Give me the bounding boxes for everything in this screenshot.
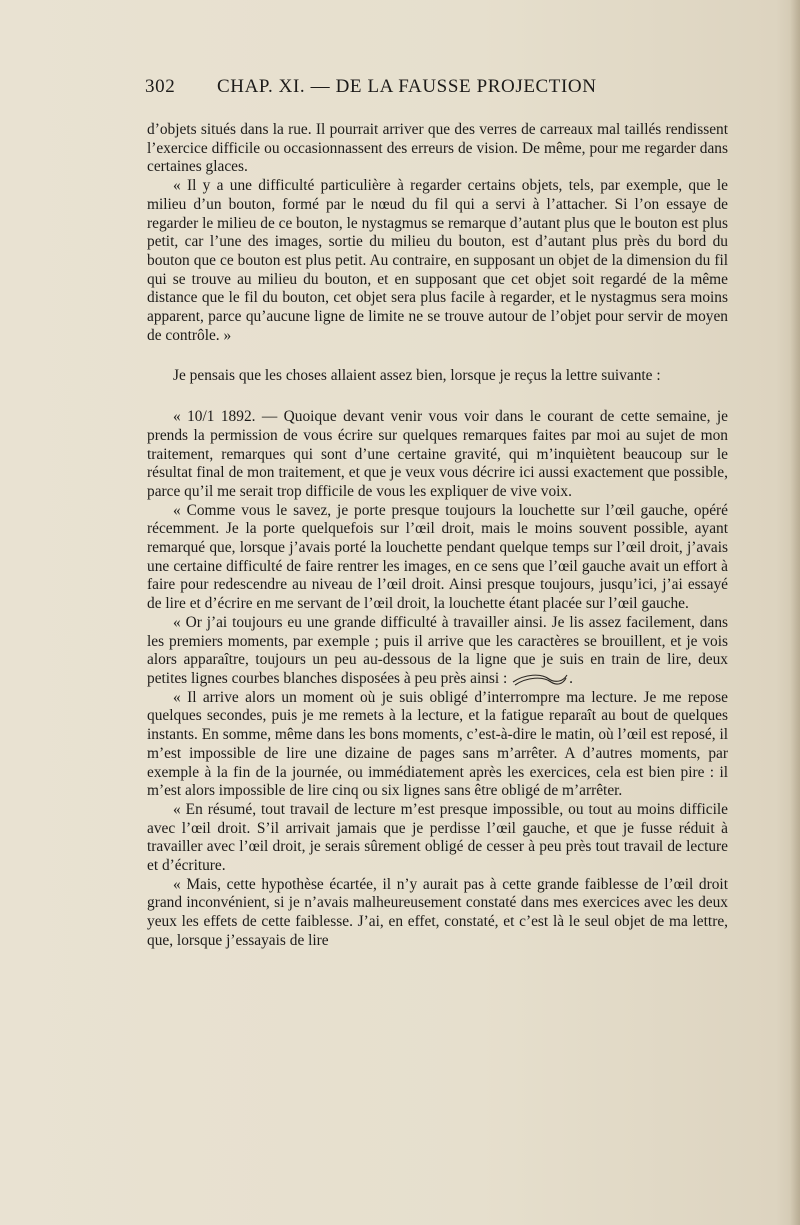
paragraph-letter-date: « 10/1 1892. — Quoique devant venir vous voir dans le courant de cette semaine, je prends la permission de vous écrire sur quelques remarques faites par moi au sujet de mon traitement, remarques qui sont d’une certaine gravité, qui m’inquiètent beaucoup sur le résultat final de mon traitement, et que je veux vous décrire ici aussi exactement que possible, parce qu’il me serait trop difficile de vous les expliquer de vive voix. — [147, 408, 728, 500]
page-body — [147, 121, 728, 951]
paragraph-louchette: « Comme vous le savez, je porte presque toujours la louchette sur l’œil gauche, opéré récemment. Je la porte quelquefois sur l’œil droit, mais le moins souvent possible, ayant remarqué que, lorsque j’avais porté la louchette pendant quelque temps sur l’œil droit, j’avais une certaine difficulté de faire rentrer les images, en ce sens que l’œil gauche avait un effort à faire pour redescendre au niveau de l’œil droit. Ainsi presque toujours, jusqu’ici, j’ai essayé de lire et d’écrire en me servant de l’œil droit, la louchette étant placée sur l’œil gauche. — [147, 501, 728, 613]
paragraph-interrupt: « Il arrive alors un moment où je suis obligé d’interrompre ma lecture. Je me repose quelques secondes, puis je me remets à la lecture, et la fatigue reparaît au bout de quelques instants. En somme, même dans les bons moments, c’est-à-dire le matin, où l’œil est reposé, il m’est impossible de lire une dizaine de pages sans m’arrêter. A d’autres moments, par exemple à la fin de la journée, ou immédiatement après les exercices, cela est bien pire : il m’est alors impossible de lire cinq ou six lignes sans être obligé de m’arrêter. — [147, 688, 728, 800]
paragraph-reading-difficulty-text: « Or j’ai toujours eu une grande difficulté à travailler ainsi. Je lis assez facilement, dans les premiers moments, par exemple ; puis il arrive que les caractères se brouillent, et je vois alors apparaître, toujours un peu au-dessous de la ligne que je suis en train de lire, deux petites lignes courbes blanches disposées à peu près ainsi : — [147, 613, 728, 687]
paragraph-continuation: d’objets situés dans la rue. Il pourrait arriver que des verres de carreaux mal taillés rendissent l’exercice difficile ou occasionnassent des erreurs de vision. De même, pour me regarder dans certaines glaces. — [147, 121, 728, 176]
paragraph-reading-difficulty — [147, 614, 728, 689]
paragraph-summary: « En résumé, tout travail de lecture m’est presque impossible, ou tout au moins difficile avec l’œil droit. S’il arrivait jamais que je perdisse l’œil gauche, et que je fusse réduit à travailler avec l’œil droit, je serais sûrement obligé de cesser à peu près tout travail de lecture et d’écriture. — [147, 800, 728, 875]
paragraph-letter-intro: Je pensais que les choses allaient assez bien, lorsque je reçus la lettre suivante : — [173, 367, 661, 385]
running-header — [145, 76, 665, 98]
running-title: CHAP. XI. — DE LA FAUSSE PROJECTION — [217, 76, 597, 97]
two-curved-lines-icon — [511, 671, 569, 687]
paragraph-reading-difficulty-end: . — [569, 669, 574, 687]
paragraph-hypothesis: « Mais, cette hypothèse écartée, il n’y aurait pas à cette grande faiblesse de l’œil droit grand inconvénient, si je n’avais malheureusement constaté dans mes exercices avec les deux yeux les effets de cette faiblesse. J’ai, en effet, constaté, et c’est là le seul objet de ma lettre, que, lorsque j’essayais de lire — [147, 875, 728, 949]
page-edge-shadow — [790, 0, 800, 1225]
page-number: 302 — [145, 76, 176, 97]
paragraph-button-difficulty: « Il y a une difficulté particulière à regarder certains objets, tels, par exemple, que le milieu d’un bouton, formé par le nœud du fil qui a servi à l’attacher. Si l’on essaye de regarder le milieu de ce bouton, le nystagmus se remarque d’autant plus que le bouton est plus petit, car l’une des images, sortie du milieu du bouton, est d’autant plus près du bord du bouton que ce bouton est plus petit. Au contraire, en supposant un objet de la dimension du fil qui se trouve au milieu du bouton, et en supposant que cet objet soit regardé de la même distance que le fil du bouton, cet objet sera plus facile à regarder, et le nystagmus sera moins apparent, parce qu’aucune ligne de limite ne se trouve autour de l’objet pour servir de moyen de contrôle. » — [147, 177, 728, 344]
